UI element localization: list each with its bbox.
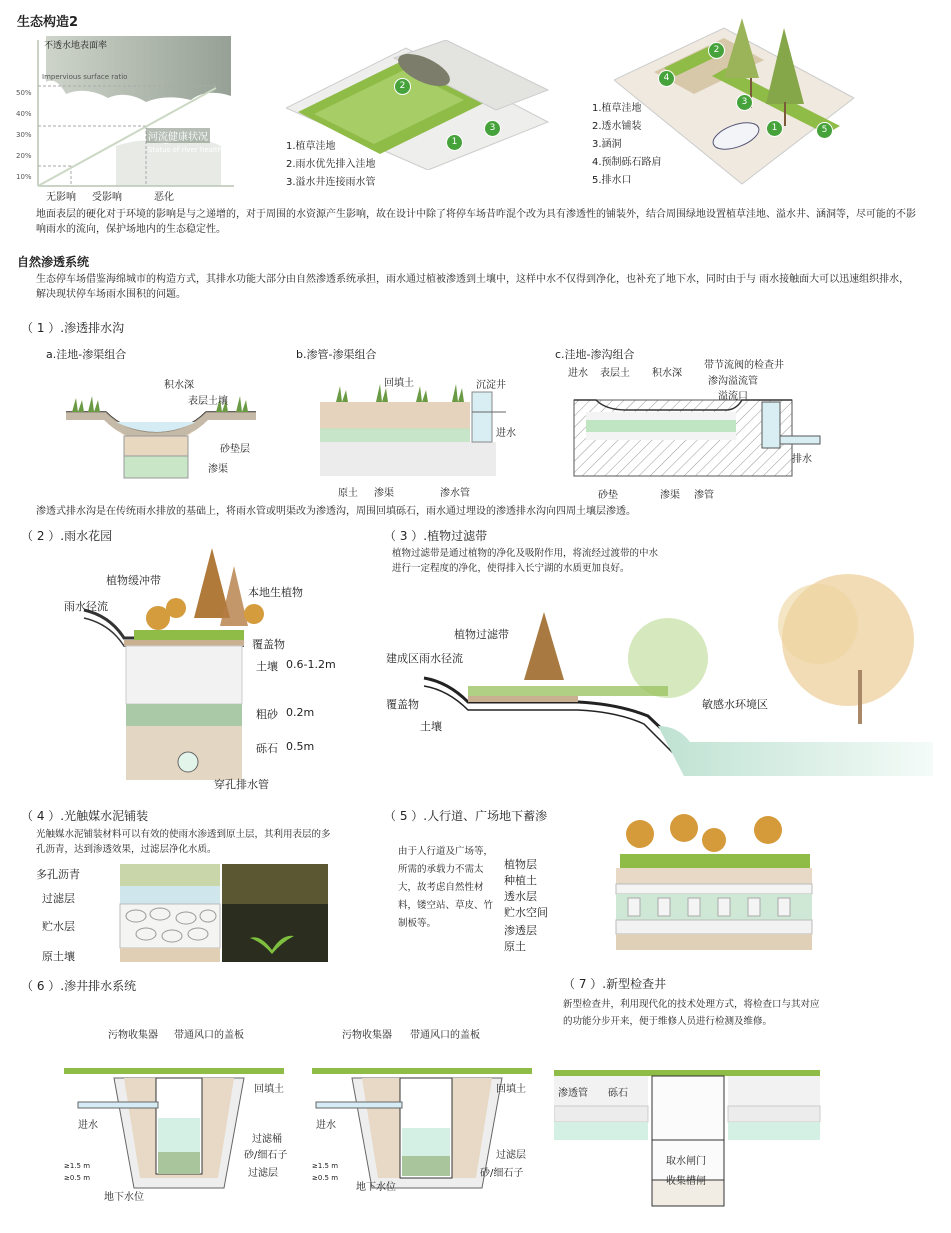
- filter-strip-diagram: [378, 540, 933, 790]
- label: 取水闸门: [666, 1156, 706, 1167]
- s1a-title: a.洼地-渗渠组合: [46, 348, 127, 361]
- label: 回填土: [384, 378, 414, 389]
- label: 积水深: [164, 380, 194, 391]
- label: 带通风口的盖板: [174, 1030, 244, 1041]
- label: 砂垫: [598, 490, 618, 501]
- label: 建成区雨水径流: [386, 652, 463, 665]
- legend-item: 3.涵洞: [592, 139, 622, 150]
- label: ≥1.5 m: [64, 1162, 91, 1170]
- y-tick: 40%: [16, 110, 32, 118]
- label: 表层土: [600, 368, 630, 379]
- label: 渗渠: [660, 490, 680, 501]
- page-title: 生态构造2: [17, 15, 79, 30]
- label: 穿孔排水管: [214, 778, 269, 791]
- y-tick: 50%: [16, 89, 32, 97]
- label: 敏感水环境区: [702, 698, 768, 711]
- label: 贮水层: [42, 920, 75, 933]
- impervious-chart: [16, 36, 238, 202]
- label: 粗砂: [256, 708, 278, 721]
- label: 过滤层: [496, 1150, 526, 1161]
- x-label-1: 无影响: [46, 192, 76, 203]
- y-tick: 30%: [16, 131, 32, 139]
- s3-text: 植物过滤带是通过植物的净化及吸附作用，将流经过渡带的中水进行一定程度的净化，使得排入长宁湖的水质更加良好。: [392, 548, 659, 574]
- label: 贮水空间: [504, 906, 548, 919]
- label: 砂/细石子: [480, 1168, 524, 1179]
- s1b-diagram: [316, 372, 530, 500]
- marker-2: 2: [708, 42, 725, 59]
- label: 0.2m: [286, 706, 315, 719]
- label: 多孔沥青: [36, 868, 80, 881]
- label: 带通风口的盖板: [410, 1030, 480, 1041]
- label: 回填土: [496, 1084, 526, 1095]
- legend-item: 1.植草洼地: [286, 141, 336, 152]
- natural-text: 生态停车场借鉴海绵城市的构造方式，其排水功能大部分由自然渗透系统承担，雨水通过植被渗透到土壤中，这样中水不仅得到净化，也补充了地下水，同时由于与 雨水接触面大可以迅速组织排水，解决现状停车场雨水围积的问题。: [36, 274, 910, 300]
- s1b-title: b.渗管-渗渠组合: [296, 348, 377, 361]
- label: 砾石: [256, 742, 278, 755]
- s4-text: 光触媒水泥铺装材料可以有效的使雨水渗透到原土层，其利用表层的多孔沥青，达到渗透效果，过滤层净化水质。: [36, 829, 331, 855]
- marker-3: 3: [736, 94, 753, 111]
- label: 渗渠: [208, 464, 228, 475]
- marker-2: 2: [394, 78, 411, 95]
- label: 回填土: [254, 1084, 284, 1095]
- legend-item: 5.排水口: [592, 175, 632, 186]
- marker-3: 3: [484, 120, 501, 137]
- label: 进水: [496, 428, 516, 439]
- y-ticks: [16, 83, 32, 188]
- label: 带节流阀的检查井: [704, 360, 784, 371]
- label: 植物层: [504, 858, 537, 871]
- parking-legend-b: [592, 100, 662, 190]
- section-3-title: （ 3 ）.植物过滤带: [384, 529, 488, 543]
- natural-heading: 自然渗透系统: [17, 255, 90, 269]
- label: 过滤层: [248, 1168, 278, 1179]
- inspection-well-diagram: [554, 1040, 824, 1216]
- label: ≥0.5 m: [312, 1174, 339, 1182]
- label: 进水: [568, 368, 588, 379]
- label: 渗透层: [504, 924, 537, 937]
- rain-garden-diagram: [64, 548, 364, 794]
- label: ≥0.5 m: [64, 1174, 91, 1182]
- label: 原土: [338, 488, 358, 499]
- intro-text: 地面表层的硬化对于环境的影响是与之递增的，对于周围的水资源产生影响，故在设计中除了将停车场昔咋混个改为具有渗透性的铺装外，结合周围绿地设置植草洼地、溢水井、涵洞等，尽可能的不影响雨水的流向，保护场地内的生态稳定性。: [36, 209, 916, 235]
- marker-5: 5: [816, 122, 833, 139]
- section-4-title: （ 4 ）.光触媒水泥铺装: [21, 809, 149, 823]
- label: 土壤: [420, 720, 442, 733]
- label: 种植土: [504, 874, 537, 887]
- label: 溢流口: [718, 391, 748, 402]
- s1a-diagram: [66, 372, 266, 484]
- label: 渗管: [694, 490, 714, 501]
- label: 进水: [78, 1120, 98, 1131]
- section-2-title: （ 2 ）.雨水花园: [21, 529, 113, 543]
- label: 砾石: [608, 1088, 628, 1099]
- s1c-title: c.洼地-渗沟组合: [555, 348, 635, 361]
- y-tick: 10%: [16, 173, 32, 181]
- label: 植物过滤带: [454, 628, 509, 641]
- label: 覆盖物: [252, 638, 285, 651]
- label: 污物收集器: [108, 1030, 158, 1041]
- underground-storage-diagram: [500, 814, 830, 964]
- section-7-title: （ 7 ）.新型检查井: [563, 977, 667, 991]
- parking-legend-a: [286, 138, 376, 192]
- photocatalyst-diagram: [36, 864, 356, 964]
- x-label-2: 受影响: [92, 192, 122, 203]
- label: 过滤层: [42, 892, 75, 905]
- section-5-title: （ 5 ）.人行道、广场地下蓄渗: [384, 809, 548, 823]
- marker-4: 4: [658, 70, 675, 87]
- marker-1: 1: [446, 134, 463, 151]
- seepage-well-left: [64, 1018, 304, 1218]
- label: 植物缓冲带: [106, 574, 161, 587]
- section-6-title: （ 6 ）.渗井排水系统: [21, 979, 137, 993]
- s7-text: 新型检查井，利用现代化的技术处理方式，将检查口与其对应的功能分步开来，便于维修人员进行检测及维修。: [563, 999, 820, 1027]
- legend-item: 3.溢水井连接雨水管: [286, 177, 376, 188]
- s5-text: 由于人行道及广场等，所需的承载力不需太大，故考虑自然性材料，镂空站、草皮、竹制板等。: [398, 846, 494, 929]
- legend-item: 2.雨水优先排入洼地: [286, 159, 376, 170]
- s1c-diagram: [566, 356, 826, 502]
- label: 地下水位: [356, 1182, 396, 1193]
- label: 沉淀井: [476, 380, 506, 391]
- mid-label-cn: 河流健康状况: [146, 128, 210, 143]
- y-label-en: Impervious surface ratio: [42, 73, 128, 81]
- label: 表层土壤: [188, 396, 228, 407]
- y-label-cn: 不透水地表面率: [44, 41, 108, 51]
- legend-item: 2.透水铺装: [592, 121, 642, 132]
- label: 砂垫层: [220, 444, 250, 455]
- section-1-title: （ 1 ）.渗透排水沟: [21, 321, 125, 335]
- marker-1: 1: [766, 120, 783, 137]
- label: ≥1.5 m: [312, 1162, 339, 1170]
- label: 渗水管: [440, 488, 470, 499]
- x-label-3: 恶化: [154, 192, 174, 203]
- chart-svg: [16, 36, 238, 202]
- label: 覆盖物: [386, 698, 419, 711]
- label: 雨水径流: [64, 600, 108, 613]
- legend-item: 1.植草洼地: [592, 103, 642, 114]
- label: 收集槽闸: [666, 1176, 706, 1187]
- label: 原土壤: [42, 950, 75, 963]
- label: 排水: [792, 454, 812, 465]
- label: 本地生植物: [248, 586, 303, 599]
- label: 0.6-1.2m: [286, 658, 336, 671]
- legend-item: 4.预制砾石路肩: [592, 157, 662, 168]
- label: 砂/细石子: [244, 1150, 288, 1161]
- label: 积水深: [652, 368, 682, 379]
- mid-label-en: Status of river health: [148, 146, 223, 154]
- label: 污物收集器: [342, 1030, 392, 1041]
- label: 渗透管: [558, 1088, 588, 1099]
- label: 地下水位: [104, 1192, 144, 1203]
- label: 原土: [504, 940, 526, 953]
- y-tick: 20%: [16, 152, 32, 160]
- label: 透水层: [504, 890, 537, 903]
- seepage-well-right: [312, 1018, 552, 1218]
- label: 渗沟溢流管: [708, 376, 758, 387]
- label: 0.5m: [286, 740, 315, 753]
- label: 渗渠: [374, 488, 394, 499]
- label: 过滤桶: [252, 1134, 282, 1145]
- s1-caption: 渗透式排水沟是在传统雨水排放的基础上，将雨水管或明渠改为渗透沟，周围回填砾石，雨水通过埋设的渗透排水沟向四周土壤层渗透。: [36, 506, 636, 517]
- label: 土壤: [256, 660, 278, 673]
- label: 进水: [316, 1120, 336, 1131]
